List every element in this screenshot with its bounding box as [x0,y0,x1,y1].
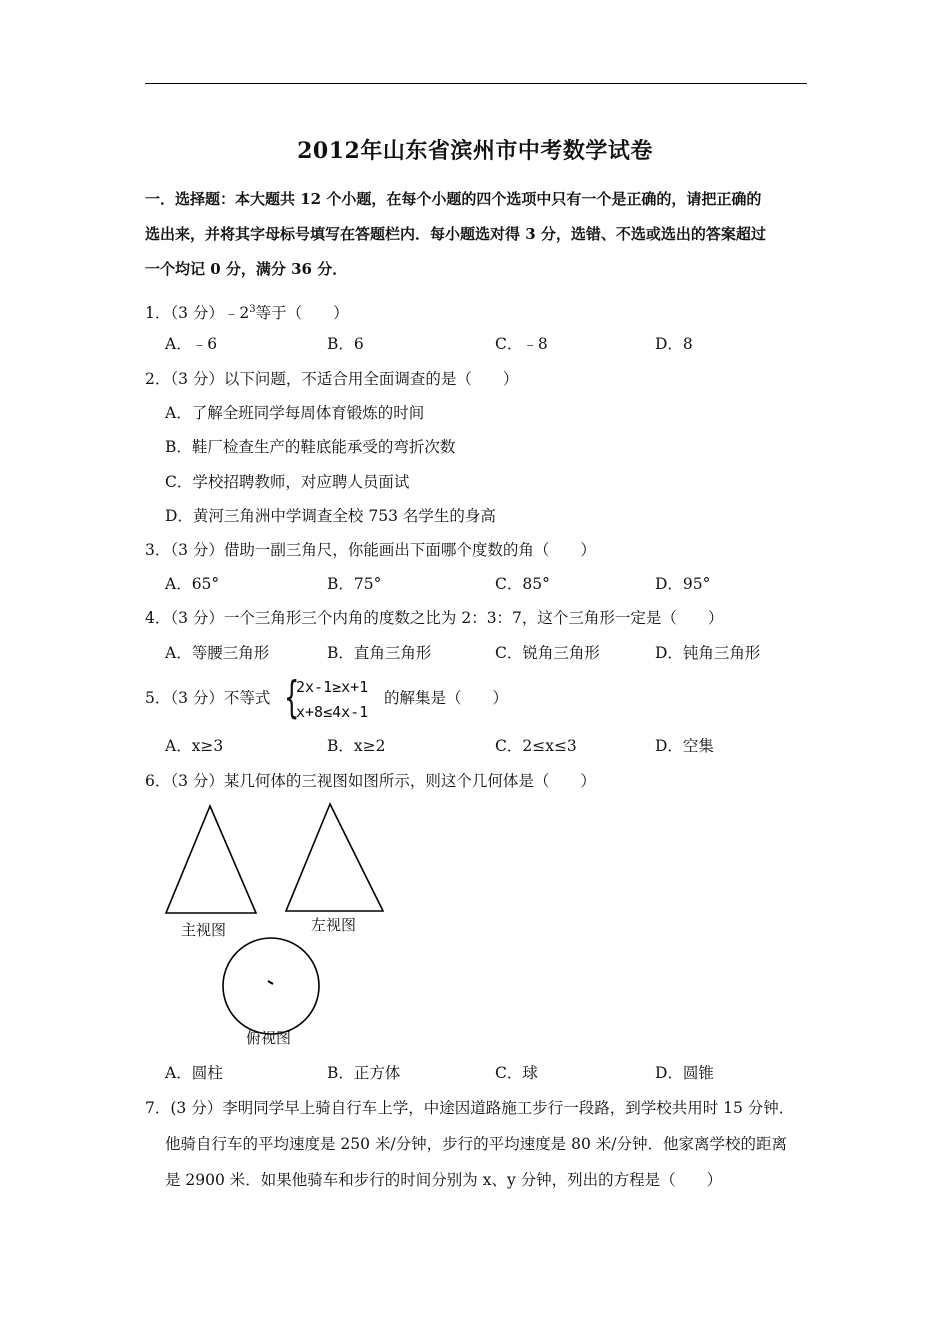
question-5-stem-suffix: 的解集是（ ） [384,689,509,707]
question-2-option-b: B．鞋厂检查生产的鞋底能承受的弯折次数 [165,438,456,456]
left-view-triangle [286,804,383,911]
question-4-option-d: D．钝角三角形 [655,644,761,662]
inequality-system [284,672,384,724]
question-2-stem: 2．（3 分）以下问题，不适合用全面调查的是（ ） [145,370,519,388]
page-title: 2012年山东省滨州市中考数学试卷 [297,138,653,164]
question-1-option-c: C．﹣8 [495,335,548,353]
question-4-option-a: A．等腰三角形 [165,644,270,662]
brace-symbol: { [284,672,300,723]
front-view-triangle [166,806,256,913]
section-instructions-line1: 一．选择题：本大题共 12 个小题，在每个小题的四个选项中只有一个是正确的，请把正确的 [145,190,762,208]
question-2-option-a: A．了解全班同学每周体育锻炼的时间 [165,404,425,422]
question-7-line1: 7．(3 分）李明同学早上骑自行车上学，中途因道路施工步行一段路，到学校共用时 15 分钟． [145,1099,795,1117]
question-1-stem: 1．（3 分）$﹣2^3$等于（ ） [145,304,349,323]
question-7-line2: 他骑自行车的平均速度是 250 米/分钟，步行的平均速度是 80 米/分钟．他家离学校的距离 [165,1135,787,1153]
question-1-option-d: D．8 [655,335,693,353]
top-view-label: 俯视图 [246,1029,292,1047]
question-5-option-d: D．空集 [655,737,714,755]
question-3-option-d: D．95° [655,575,711,593]
question-4-stem: 4．（3 分）一个三角形三个内角的度数之比为 2：3：7，这个三角形一定是（ ） [145,609,724,627]
question-6-option-d: D．圆锥 [655,1064,714,1082]
question-6-option-b: B．正方体 [327,1064,401,1082]
question-6-stem: 6．（3 分）某几何体的三视图如图所示，则这个几何体是（ ） [145,772,596,790]
front-view-label: 主视图 [181,921,227,939]
question-6-option-a: A．圆柱 [165,1064,223,1082]
header-rule [145,83,807,84]
question-6-option-c: C．球 [495,1064,538,1082]
inequality-row-2: x+8≤4x-1 [296,703,369,721]
question-5-option-c: C．2≤x≤3 [495,737,577,755]
question-1-option-b: B．6 [327,335,364,353]
question-5-stem-prefix: 5．（3 分）不等式 [145,689,271,707]
question-5-option-a: A．x≥3 [165,737,224,755]
left-view-label: 左视图 [311,916,357,934]
question-2-option-c: C．学校招聘教师，对应聘人员面试 [165,473,410,491]
top-view-circle [223,938,319,1034]
section-instructions-line2: 选出来，并将其字母标号填写在答题栏内．每小题选对得 3 分，选错、不选或选出的答案超过 [145,225,766,243]
question-3-stem: 3．（3 分）借助一副三角尺，你能画出下面哪个度数的角（ ） [145,541,596,559]
inequality-row-1: 2x-1≥x+1 [296,678,369,696]
question-3-option-a: A．65° [165,575,220,593]
question-4-option-c: C．锐角三角形 [495,644,600,662]
question-3-option-b: B．75° [327,575,382,593]
question-1-option-a: A．﹣6 [165,335,218,353]
question-4-option-b: B．直角三角形 [327,644,432,662]
question-3-option-c: C．85° [495,575,550,593]
section-instructions-line3: 一个均记 0 分，满分 36 分． [145,260,348,278]
top-view-center-dot [268,981,273,984]
question-7-line3: 是 2900 米．如果他骑车和步行的时间分别为 x、y 分钟，列出的方程是（ ） [165,1171,723,1189]
question-2-option-d: D．黄河三角洲中学调查全校 753 名学生的身高 [165,507,496,525]
question-5-option-b: B．x≥2 [327,737,386,755]
